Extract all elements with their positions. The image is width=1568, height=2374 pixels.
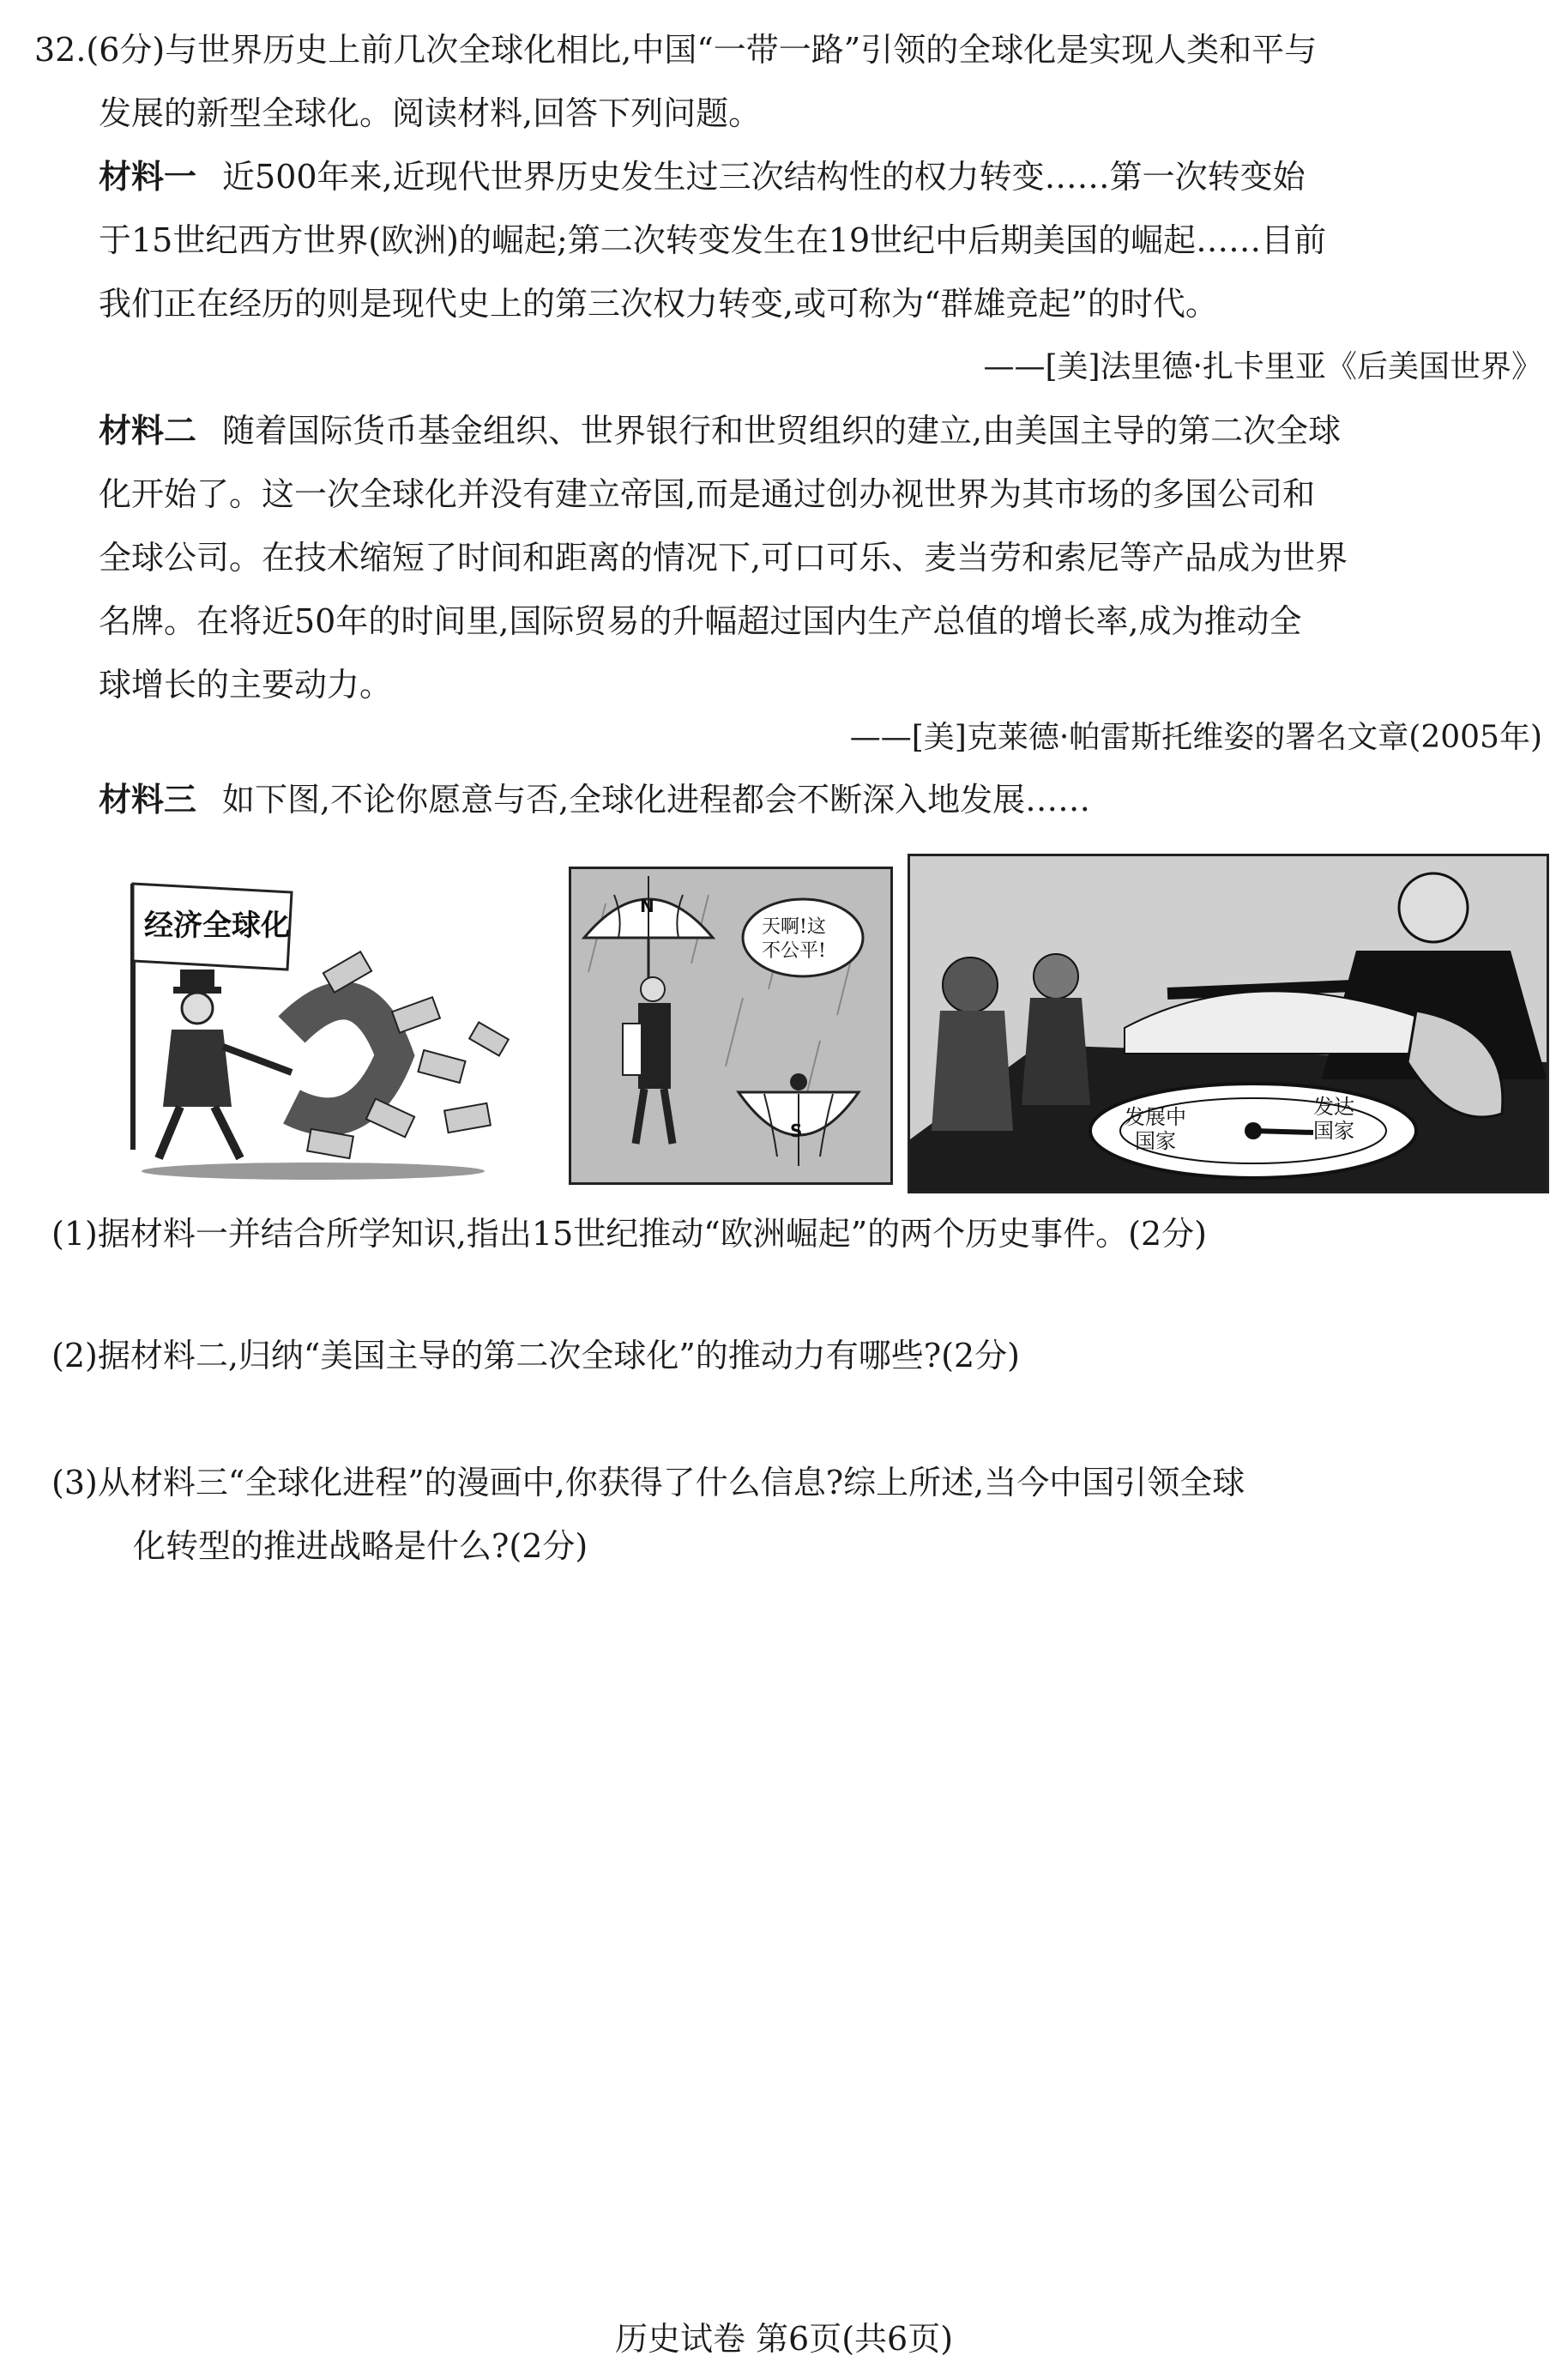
question-3-line-2: 化转型的推进战略是什么?(2分) [133, 1527, 588, 1565]
material2-line-5: 球增长的主要动力。 [99, 666, 393, 704]
question-stem-line-2: 发展的新型全球化。阅读材料,回答下列问题。 [99, 94, 762, 132]
cartoon-3-developed-line-2: 国家 [1313, 1119, 1354, 1143]
cartoon-2-illustration [571, 869, 890, 1182]
cartoon-north-south [569, 867, 893, 1185]
question-3-line-1: (3)从材料三“全球化进程”的漫画中,你获得了什么信息?综上所述,当今中国引领全球 [51, 1464, 1245, 1501]
cartoon-3-developing-line-2: 国家 [1135, 1129, 1176, 1153]
cartoon-3-developed-line-1: 发达 [1313, 1095, 1354, 1119]
material3-label: 材料三 [99, 781, 197, 819]
cartoon-3-developing-line-1: 发展中 [1125, 1105, 1186, 1129]
cartoon-2-speech-line-1: 天啊!这 [762, 916, 826, 938]
material2-line-1 [99, 407, 1341, 455]
cartoon-economic-globalization [112, 858, 515, 1184]
material1-text-1: 近500年来,近现代世界历史发生过三次结构性的权力转变……第一次转变始 [222, 158, 1306, 196]
question-1: (1)据材料一并结合所学知识,指出15世纪推动“欧洲崛起”的两个历史事件。(2分) [51, 1215, 1207, 1253]
material2-text-1: 随着国际货币基金组织、世界银行和世贸组织的建立,由美国主导的第二次全球 [222, 412, 1342, 450]
cartoon-2-south-text: S [790, 1121, 803, 1141]
material3-line [99, 776, 1090, 824]
material2-line-3: 全球公司。在技术缩短了时间和距离的情况下,可口可乐、麦当劳和索尼等产品成为世界 [99, 539, 1348, 577]
material1-source: ——[美]法里德·扎卡里亚《后美国世界》 [983, 349, 1542, 384]
material2-line-2: 化开始了。这一次全球化并没有建立帝国,而是通过创办视世界为其市场的多国公司和 [99, 475, 1316, 513]
material1-label: 材料一 [99, 158, 197, 196]
material3-text: 如下图,不论你愿意与否,全球化进程都会不断深入地发展…… [222, 781, 1091, 819]
material2-source: ——[美]克莱德·帕雷斯托维姿的署名文章(2005年) [849, 720, 1542, 755]
cartoon-developed-developing [908, 854, 1549, 1193]
material1-line-3: 我们正在经历的则是现代史上的第三次权力转变,或可称为“群雄竞起”的时代。 [99, 285, 1218, 323]
question-2: (2)据材料二,归纳“美国主导的第二次全球化”的推动力有哪些?(2分) [51, 1337, 1020, 1374]
cartoon-1-illustration [112, 858, 515, 1184]
question-stem-line-1: 32.(6分)与世界历史上前几次全球化相比,中国“一带一路”引领的全球化是实现人类和平与 [34, 31, 1318, 69]
material2-line-4: 名牌。在将近50年的时间里,国际贸易的升幅超过国内生产总值的增长率,成为推动全 [99, 602, 1302, 640]
cartoon-2-north-text: N [640, 896, 654, 916]
cartoon-2-speech-line-2: 不公平! [762, 940, 826, 962]
cartoon-1-flag-text: 经济全球化 [144, 909, 290, 943]
cartoon-3-illustration [910, 856, 1547, 1191]
material2-label: 材料二 [99, 412, 197, 450]
page-footer: 历史试卷 第6页(共6页) [614, 2320, 954, 2358]
material1-line-2: 于15世纪西方世界(欧洲)的崛起;第二次转变发生在19世纪中后期美国的崛起……目前 [99, 221, 1327, 259]
material1-line-1 [99, 153, 1306, 201]
